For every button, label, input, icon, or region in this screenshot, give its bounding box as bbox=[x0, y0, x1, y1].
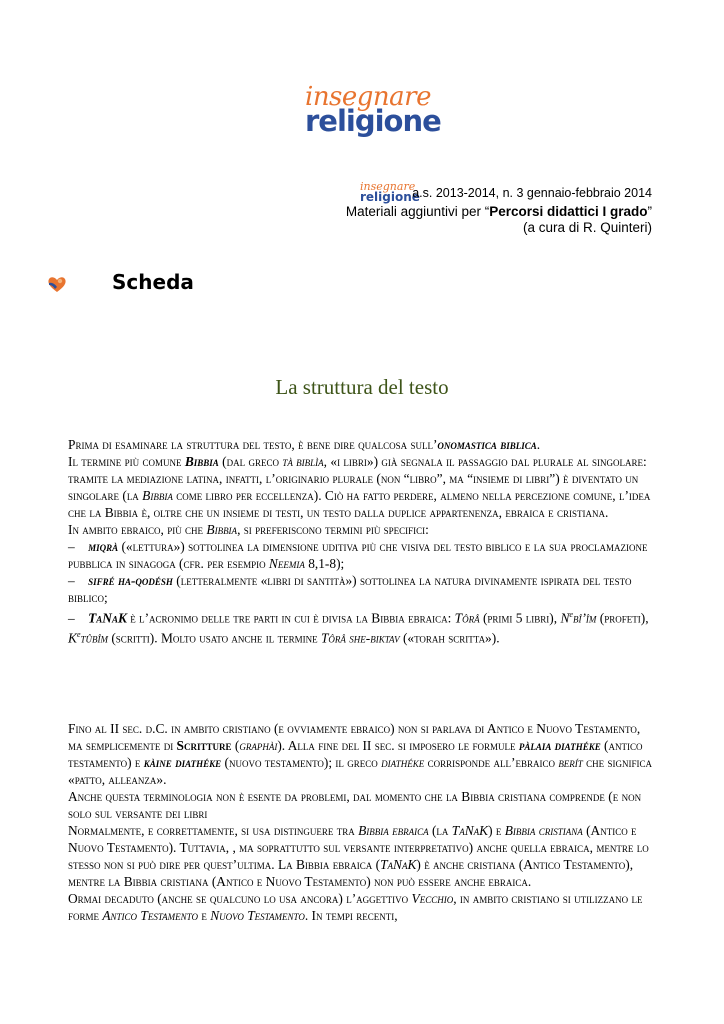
text: come libro per eccellenza). Ciò ha fatto perdere, almeno nella percezione comune, l’idea che bbox=[68, 488, 651, 520]
paragraph-distinzione bbox=[68, 822, 658, 890]
text: Fino al II sec. d.C. in ambito cristiano (e ovviamente ebraico) non si parlava di Antico e Nuovo Testamento, ma semplicemente di bbox=[68, 721, 641, 753]
text-italic: tà biblìa bbox=[282, 454, 324, 469]
text: . bbox=[536, 437, 541, 452]
text-emphasis: Bibbia bbox=[184, 454, 219, 469]
page-title: La struttura del testo bbox=[275, 375, 449, 399]
list-item-tanak bbox=[68, 606, 658, 647]
text: corrisponde all’ebraico bbox=[424, 755, 559, 770]
text: («lettura») sottolinea la dimensione uditiva più che visiva del testo biblico e la sua proclamazione pubblica in sinagoga (cfr. per esempio bbox=[68, 539, 648, 571]
paragraph-vecchio bbox=[68, 890, 658, 924]
text: . In tempi recenti, bbox=[304, 908, 398, 923]
text-italic: Bibbia ebraica bbox=[358, 823, 429, 838]
text-italic: Antico Testamento bbox=[102, 908, 199, 923]
text-italic: N bbox=[560, 610, 570, 626]
text-italic: Bibbia bbox=[206, 522, 238, 537]
scheda-heading: Scheda bbox=[112, 270, 194, 294]
paragraph-intro bbox=[68, 436, 658, 453]
text: è l’acronimo delle tre parti in cui è divisa bbox=[126, 610, 356, 626]
text: (scritti). Molto usato anche il termine bbox=[108, 630, 321, 646]
heart-hands-icon bbox=[46, 274, 68, 294]
text-italic: tûbîm bbox=[80, 630, 108, 646]
curator-info: (a cura di R. Quinteri) bbox=[522, 220, 652, 235]
text: la bbox=[126, 488, 143, 503]
small-logo-line-insegnare: insegnare bbox=[360, 180, 416, 193]
text-emphasis: sifré ha-qodésh bbox=[88, 573, 173, 588]
text: (dal greco bbox=[218, 454, 283, 469]
text: (primi 5 libri), bbox=[479, 610, 561, 626]
dash: – bbox=[68, 610, 75, 626]
text: e bbox=[198, 908, 211, 923]
text: («torah scritta»). bbox=[399, 630, 500, 646]
text: (letteralmente «libri di santità») sottolinea la natura divinamente ispirata del testo biblico; bbox=[68, 573, 632, 605]
dash: – bbox=[68, 573, 75, 588]
small-logo-line-religione: religione bbox=[360, 190, 420, 204]
text-italic: berít bbox=[558, 755, 583, 770]
materials-course: Percorsi didattici I grado bbox=[489, 204, 648, 219]
text-italic: Tôrâ bbox=[454, 610, 480, 626]
text: ebraica: bbox=[404, 610, 455, 626]
text: , si preferiscono termini più specifici: bbox=[237, 522, 429, 537]
text-italic: Bibbia cristiana bbox=[504, 823, 583, 838]
text-italic: K bbox=[68, 630, 77, 646]
text: è, oltre che un insieme di testi, un testo dalla duplice appartenenza, ebraica e cristiana. bbox=[138, 505, 609, 520]
text-italic: Neemia bbox=[268, 556, 305, 571]
text-emphasis: TaNaK bbox=[88, 610, 127, 626]
text: (la bbox=[428, 823, 452, 838]
paragraph-ebraico bbox=[68, 521, 658, 538]
text: che significa «patto, alleanza». bbox=[68, 755, 653, 787]
text-italic: Bibbia bbox=[142, 488, 173, 503]
text: (Antico e Nuovo Testamento). Tuttavia, , ma soprattutto sul versante interpretativo) anche quella ebraica, mentre lo stesso non si può dire per quest’ultima. bbox=[68, 823, 649, 872]
small-brand-logo bbox=[360, 181, 420, 203]
section-testamento bbox=[68, 720, 658, 924]
text: Normalmente, e correttamente, si usa distinguere tra bbox=[68, 823, 359, 838]
materials-info bbox=[346, 204, 652, 219]
text: Prima di esaminare la struttura del testo, è bene dire qualcosa sull’ bbox=[68, 437, 438, 452]
paragraph-terminologia: Anche questa terminologia non è esente da problemi, dal momento che la Bibbia cristiana comprende (e non solo sul versante dei libri bbox=[68, 789, 642, 821]
list-item-sifre bbox=[68, 572, 658, 606]
text: In ambito ebraico, più che bbox=[68, 522, 207, 537]
text-italic: graphài bbox=[239, 738, 278, 753]
text: la Bibbia bbox=[355, 610, 405, 626]
text: (profeti), bbox=[596, 610, 649, 626]
text: ) e bbox=[488, 823, 505, 838]
text-italic: TaNaK bbox=[380, 857, 417, 872]
issue-info: a.s. 2013-2014, n. 3 gennaio-febbraio 2014 bbox=[412, 186, 652, 200]
dash: – bbox=[68, 539, 75, 554]
text-italic: bî’îm bbox=[572, 610, 597, 626]
text: La Bibbia bbox=[277, 857, 330, 872]
text: 8,1-8); bbox=[304, 556, 345, 571]
logo-line-insegnare: insegnare bbox=[305, 82, 431, 112]
text-emphasis: onomastica biblica bbox=[437, 437, 537, 452]
text-emphasis: pàlaia diathéke bbox=[518, 738, 601, 753]
text: ). Alla fine del II sec. si imposero le formule bbox=[277, 738, 519, 753]
text: ) è anche cristiana (Antico Testamento), mentre bbox=[68, 857, 634, 889]
text-italic: Tôrâ she-biktav bbox=[320, 630, 400, 646]
text-sup: e bbox=[76, 630, 81, 640]
materials-prefix: Materiali aggiuntivi per “ bbox=[345, 204, 490, 219]
materials-suffix: ” bbox=[647, 204, 652, 219]
text-italic: Nuovo Testamento bbox=[210, 908, 305, 923]
text: , in ambito cristiano si utilizzano le forme bbox=[68, 891, 643, 923]
text: Il termine più comune bbox=[68, 454, 185, 469]
text: (nuovo testamento); il greco bbox=[221, 755, 382, 770]
paragraph-bibbia bbox=[68, 453, 658, 521]
text-italic: TaNaK bbox=[451, 823, 489, 838]
text-bold: Scritture bbox=[176, 738, 232, 753]
text-italic: Vecchio bbox=[411, 891, 454, 906]
paragraph-scritture bbox=[68, 720, 658, 788]
text: ( bbox=[231, 738, 240, 753]
text-sup: e bbox=[569, 610, 573, 619]
text: la Bibbia bbox=[108, 874, 158, 889]
list-item-miqra bbox=[68, 538, 658, 572]
text-emphasis: kàine diathéke bbox=[143, 755, 222, 770]
text: (antico testamento) e bbox=[68, 738, 643, 770]
text-italic: diathéke bbox=[381, 755, 425, 770]
text: , «i libri») già segnala il passaggio dal plurale al singolare: tramite la mediazione latina, infatti, l’originario plurale (non “libro”, ma “insieme di libri”) è diventato un singolare ( bbox=[68, 454, 647, 503]
brand-logo bbox=[305, 82, 441, 138]
text-emphasis: miqrà bbox=[88, 539, 119, 554]
logo-line-religione: religione bbox=[305, 104, 441, 138]
section-onomastica bbox=[68, 436, 658, 647]
text: Ormai decaduto (anche se qualcuno lo usa ancora) l’aggettivo bbox=[68, 891, 412, 906]
text: cristiana (Antico e Nuovo Testamento) non può essere anche ebraica. bbox=[157, 874, 532, 889]
text: ebraica ( bbox=[329, 857, 381, 872]
text: la Bibbia bbox=[89, 505, 139, 520]
